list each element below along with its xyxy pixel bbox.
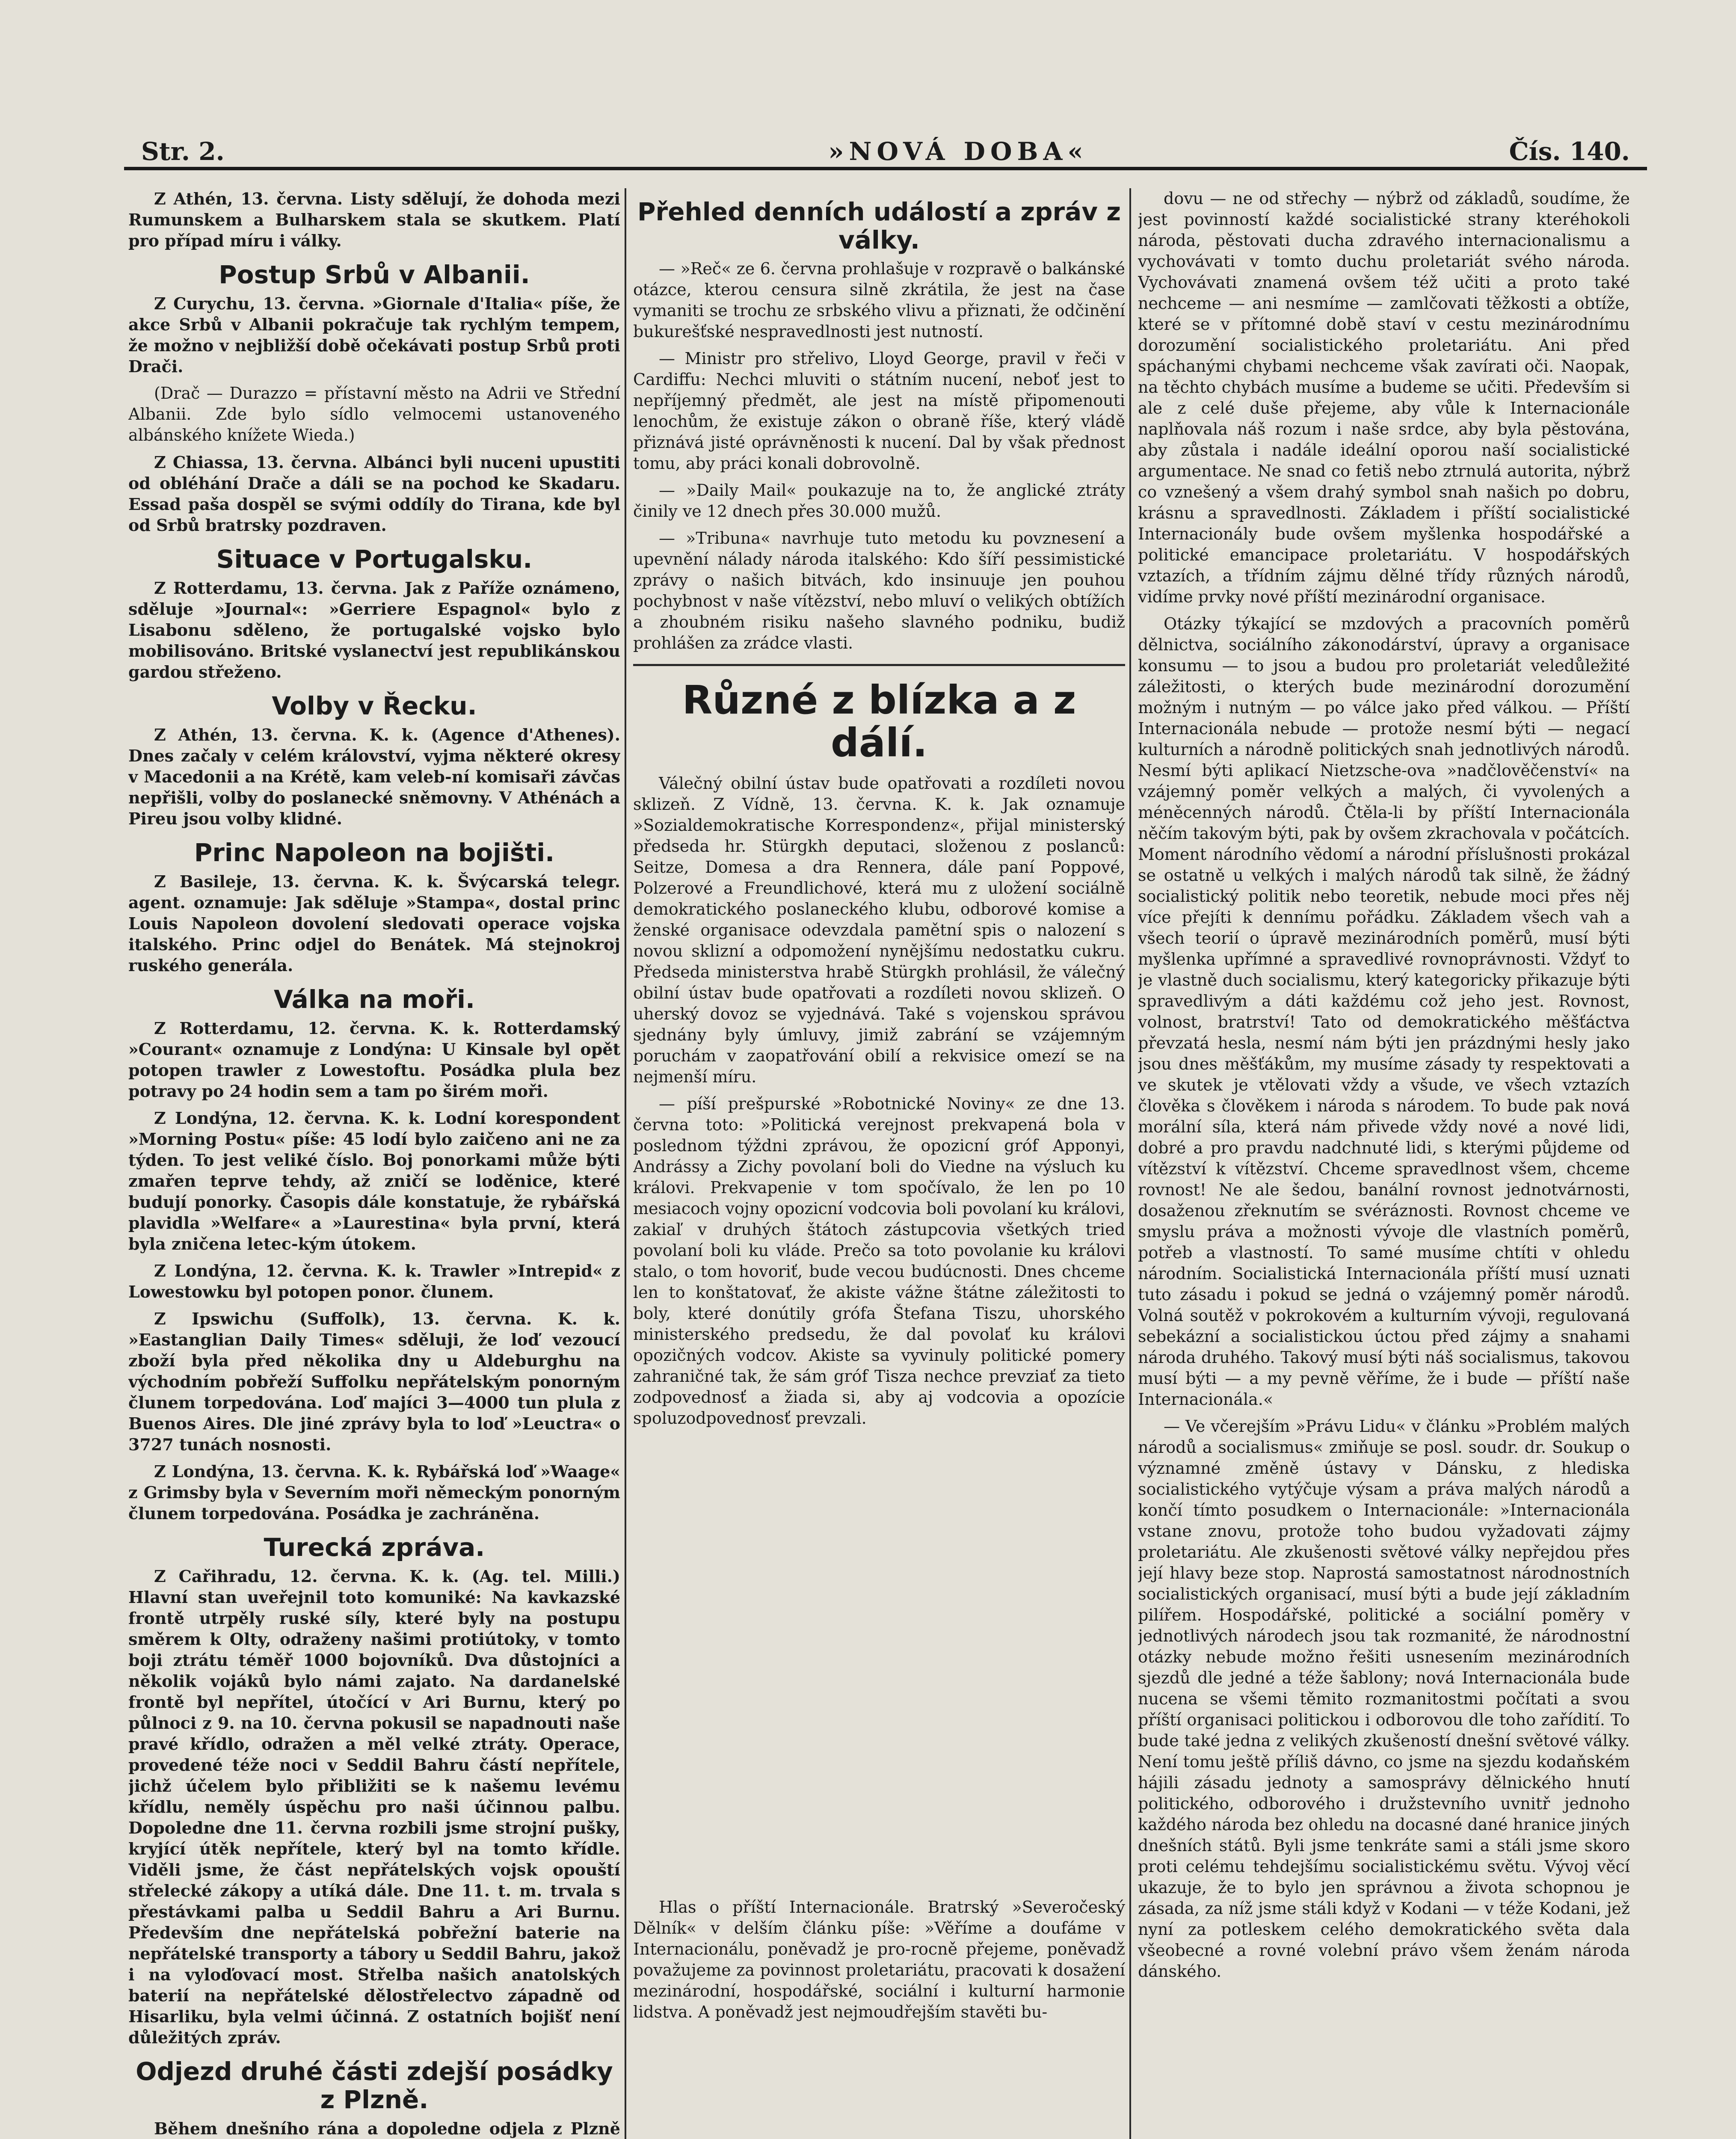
issue-number: Čís. 140. xyxy=(1509,137,1630,166)
news-item: Z Rotterdamu, 13. června. Jak z Paříže oznámeno, sděluje »Journal«: »Gerriere Espagnol« bylo z Lisabonu sděleno, že portugalské vojsko bylo mobilisováno. Britské vyslanectví jest republikánskou gardou střeženo. xyxy=(128,578,620,681)
news-item: Válečný obilní ústav bude opatřovati a rozdíleti novou sklizeň. Z Vídně, 13. června. K. k. Jak oznamuje »Sozialdemokratische Korrespondenz«, přijal ministerský předseda hr. Stürgkh deputaci, složenou z poslanců: Seitze, Domesa a dra Rennera, dále paní Poppové, Polzerové a Freundlichové, která mu z uložení sociálně demokratického poslaneckého klubu, odborové komise a ženské organisace odevzdala pamětní spis o nalození s novou sklizní a odpomožení nynějšímu nedostatku cukru. Předseda ministerstva hrabě Stürgkh prohlásil, že válečný obilní ústav bude opatřovati a rozdíleti novou sklizeň. O uherský dovoz se vyjednává. Také s vojenskou správou sjednány byly úmluvy, jimiž zabrání se vzájemným poruchám v zaopatřování obilí a rekvisice omezí se na nejmenší míru. xyxy=(633,774,1125,1086)
news-item: — Ministr pro střelivo, Lloyd George, pravil v řeči v Cardiffu: Nechci mluviti o státním nucení, neboť jest to nepříjemný předmět, ale jest na místě připomenouti lenochům, že existuje zákon o obraně říše, který vládě přiznává jisté oprávněnosti k nucení. Dal by však přednost tomu, aby práci konali dobrovolně. xyxy=(633,349,1125,473)
news-item: Z Rotterdamu, 12. června. K. k. Rotterdamský »Courant« oznamuje z Londýna: U Kinsale byl opět potopen trawler z Lowestoftu. Posádka plula bez potravy po 24 hodin sem a tam po širém moři. xyxy=(128,1019,620,1101)
section-heading: Volby v Řecku. xyxy=(272,691,477,720)
page-number: Str. 2. xyxy=(141,137,225,166)
column-rule xyxy=(625,188,626,2139)
news-item: Z Curychu, 13. června. »Giornale d'Italia« píše, že akce Srbů v Albanii pokračuje tak rychlým tempem, že možno v nejbližší době očekávati postup Srbů proti Drači. xyxy=(128,294,620,376)
section-heading: Situace v Portugalsku. xyxy=(216,545,533,574)
news-item: Z Basileje, 13. června. K. k. Švýcarská telegr. agent. oznamuje: Jak sděluje »Stampa«, dostal princ Louis Napoleon dovolení sledovati operace vojska italského. Princ odjel do Benátek. Má stejnokroj ruského generála. xyxy=(128,872,620,975)
news-item: Hlas o příští Internacionále. Bratrský »Severočeský Dělník« v delším článku píše: »Věříme a doufáme v Internacionálu, poněvadž je pro-rocně přejeme, poněvadž považujeme za povinnost proletariátu, pracovati k dosažení mezinárodní, hospodářské, sociální i kulturní harmonie lidstva. A poněvadž jest nejmoudřejším stavěti bu- xyxy=(633,1898,1125,2021)
section-heading: Postup Srbů v Albanii. xyxy=(219,260,530,289)
column-2 xyxy=(633,188,1125,2139)
column-1 xyxy=(128,188,620,2139)
article-paragraph: Otázky týkající se mzdových a pracovních poměrů dělnictva, sociálního zákonodárství, úpravy a organisace konsumu — to jsou a budou pro proletariát veledůležité záležitosti, o kterých bude mezinárodní dorozumění možným i nutným — po válce jako před válkou. — Příští Internacionála nebude — protože nesmí býti — negací kulturních a národně politických snah jednotlivých národů. Nesmí býti aplikací Nietzsche-ova »nadčlověčenství« na vzájemný poměr velkých a malých, či vyvolených a méněcenných národů. Čtěla-li by příští Internacionála něčím takovým býti, pak by ovšem zkrachovala v počátcích. Moment národního vědomí a národní příslušnosti prokázal se ostatně u velkých i malých národů tak silně, že žádný socialistický politik nebo teoretik, nebude moci přes něj více přejíti k dennímu pořádku. Základem všech vah a všech teorií o úpravě mezinárodních poměrů, musí býti myšlenka upřímné a spravedlivé rovnoprávnosti. Vždyť to je vlastně duch socialismu, který kategoricky přikazuje býti spravedlivým a dáti každému což jeho jest. Rovnost, volnost, bratrství! Tato od demokratického měšťáctva převzatá hesla, nesmí nám býti jen prázdnými hesly jako jsou dnes měšťákům, my musíme zásady ty respektovati a ve skutek je vtělovati vždy a všude, ve všech vztazích člověka s člověkem i národa s národem. To bude pak nová morální síla, která nám přivede vždy nové a nové lidi, dobré a pro pravdu nadchnuté lidi, s kterými půjdeme od vítězství k vítězství. Chceme spravedlnost všem, chceme rovnost! Ne ale šedou, banální rovnost jednotvárnosti, dosaženou zřeknutím se svéráznosti. Rovnost chceme ve smyslu práva a možnosti vývoje dle vlastních poměrů, potřeb a vlastností. To samé musíme chtíti v ohledu národním. Socialistická Internacionála příští musí uznati tuto zásadu i pokud se jedná o vzájemný poměr národů. Volná soutěž v pokrokovém a kulturním vývoji, regulovaná sebekázní a socialistickou úctou před zájmy a snahami národa druhého. Takový musí býti náš socialismus, takovou musí býti — a my pevně věříme, že i bude — příští naše Internacionála.« xyxy=(1138,614,1630,1409)
article-paragraph: — Ve včerejším »Právu Lidu« v článku »Problém malých národů a socialismus« zmiňuje se posl. soudr. dr. Soukup o významné změně ústavy v Dánsku, z hlediska socialistického vytýčuje výsam a práva malých národů a končí tímto posudkem o Internacionále: »Internacionála vstane znovu, protože toho budou vyžadovati zájmy proletariátu. Ale zkušenosti světové války nepřejdou přes její hlavy beze stop. Naprostá samostatnost národnostních socialistických organisací, musí býti a bude její základním pilířem. Hospodářské, politické a sociální poměry v jednotlivých národech jsou tak rozmanité, že národnostní otázky nebude možno řešiti usnesením mezinárodních sjezdů dle jedné a téže šablony; nová Internacionála bude nucena se všemi těmito rozmanitostmi počítati a svou příští organisaci politickou i odborovou dle toho zařídití. To bude také jedna z velikých zkušeností dnešní světové války. Není tomu ještě příliš dávno, co jsme na sjezdu kodaňském hájili zásadu jednoty a samosprávy dělnického hnutí politického, odborového i družstevního uvnitř jednoho každého národa bez ohledu na docasné dané hranice jiných dnešních států. Byli jsme tenkráte sami a stáli jsme skoro proti celému tehdejšímu socialistickému světu. Vývoj věcí ukazuje, že to bylo jen správnou a života schopnou je zásada, za níž jsme stáli když v Kodani — v téže Kodani, jež nyní za potleskem celého demokratického světa dala všeobecné a rovné volební právo všem ženám národa dánského. xyxy=(1138,1417,1630,1981)
column-rule xyxy=(1129,188,1131,2139)
news-item: Během dnešního rána a dopoledne odjela z Plzně xyxy=(154,2119,620,2138)
news-item: — píší prešpurské »Robotnické Noviny« ze dne 13. června toto: »Politická verejnost prekvapená bola v poslednom týždni zprávou, že opozicní gróf Apponyi, Andrássy a Zichy povolaní boli do Viedne na výsluch ku královi. Prekvapenie v tom spočívalo, že len po 10 mesiacoch vojny opozicní vodcovia boli povolaní ku královi, zakiaľ v druhých štátoch zástupcovia všetkých tried povolaní boli ku vláde. Prečo sa toto povolanie ku královi stalo, o tom hovoriť, bude vecou budúcnosti. Dnes chceme len to konštatovať, že akiste vážne štátne záležitosti to boly, které donútily grófa Štefana Tiszu, uhorského ministerského predsedu, že dal povolať ku královi opozičných vodcov. Akiste sa vyvinuly politické pomery zahraničné tak, že sám gróf Tisza nechce prevziať za tieto zodpovednosť a žiada si, aby aj vodcovia a opozície spoluzodpovednosť prevzali. xyxy=(633,1094,1125,1428)
news-item: — »Reč« ze 6. června prohlašuje v rozpravě o balkánské otázce, kterou censura silně zkrátila, že jest na čase vymaniti se trochu ze srbského vlivu a přiznati, že odčinění bukurešťské nespravedlnosti jest nutností. xyxy=(633,259,1125,341)
news-item: (Drač — Durazzo = přístavní město na Adrii ve Střední Albanii. Zde bylo sídlo velmocemi ustanoveného albánského knížete Wieda.) xyxy=(128,384,620,444)
news-item: Z Cařihradu, 12. června. K. k. (Ag. tel. Milli.) Hlavní stan uveřejnil toto komuniké: Na kavkazské frontě utrpěly ruské síly, které byly na postupu směrem k Olty, odraženy našimi protiútoky, v tomto boji ztrátu téměř 1000 bojovníků. Dva důstojníci a několik vojáků bylo námi zajato. Na dardanelské frontě byl nepřítel, útočící v Ari Burnu, který po půlnoci z 9. na 10. června pokusil se napadnouti naše pravé křídlo, odražen a měl velké ztráty. Operace, provedené téže noci v Seddil Bahru částí nepřítele, jichž účelem bylo přibližiti se k našemu levému křídlu, neměly úspěchu pro naši účinnou palbu. Dopoledne dne 11. června rozbili jsme strojní pušky, kryjící útěk nepřítele, který byl na tomto křídle. Viděli jsme, že část nepřátelských vojsk opouští střelecké zákopy a utíká dále. Dne 11. t. m. trvala s přestávkami palba u Seddil Bahru a Ari Burnu. Především dne nepřátelská pobřežní baterie na nepřátelské transporty a tábory u Seddil Bahru, jakož i na vyloďovací most. Střelba našich anatolských baterií na nepřátelské dělostřelectvo západně od Hisarliku, byla velmi účinná. Z ostatních bojišť není důležitých zpráv. xyxy=(128,1567,620,2047)
news-item: Z Chiassa, 13. června. Albánci byli nuceni upustiti od obléhání Drače a dáli se na pochod ke Skadaru. Essad paša dospěl se svými oddíly do Tirana, kde byl od Srbů bratrsky pozdraven. xyxy=(128,453,620,535)
news-item: Z Londýna, 12. června. K. k. Lodní korespondent »Morning Postu« píše: 45 lodí bylo zaičeno ani ne za týden. To jest veliké číslo. Boj ponorkami může býti zmařen teprve tehdy, až zničí se loděnice, které budují ponorky. Časopis dále konstatuje, že rybářská plavidla »Welfare« a »Laurestina« byla první, která byla zničena letec-kým útokem. xyxy=(128,1108,620,1253)
news-item: Z Londýna, 12. června. K. k. Trawler »Intrepid« z Lowestowku byl potopen ponor. člunem. xyxy=(128,1261,620,1301)
section-heading: Odjezd druhé části zdejší posádky z Plzně. xyxy=(136,2057,613,2114)
section-heading: Přehled denních událostí a zpráv z války. xyxy=(637,197,1121,255)
section-heading: Turecká zpráva. xyxy=(264,1533,485,1562)
section-heading: Válka na moři. xyxy=(273,985,475,1014)
news-item: Z Londýna, 13. června. K. k. Rybářská loď »Waage« z Grimsby byla v Severním moři německým ponorným člunem torpedována. Posádka je zachráněna. xyxy=(128,1462,620,1523)
news-item: — »Daily Mail« poukazuje na to, že anglické ztráty činily ve 12 dnech přes 30.000 mužů. xyxy=(633,481,1125,521)
blank-space xyxy=(633,1435,1125,1897)
section-heading: Princ Napoleon na bojišti. xyxy=(194,838,555,867)
news-item: Z Athén, 13. června. K. k. (Agence d'Athenes). Dnes začaly v celém království, vyjma některé okresy v Macedonii a na Krétě, kam veleb-ní komisaři závčas nepřišli, volby do poslanecké sněmovny. V Athénách a Pireu jsou volby klidné. xyxy=(128,725,620,828)
page-header xyxy=(124,128,1647,170)
masthead-title: »NOVÁ DOBA« xyxy=(828,137,1088,166)
news-item: Z Athén, 13. června. Listy sdělují, že dohoda mezi Rumunskem a Bulharskem stala se skutkem. Platí pro případ míru i války. xyxy=(128,189,620,250)
news-item: — »Tribuna« navrhuje tuto metodu ku povznesení a upevnění nálady národa italského: Kdo šíří pessimistické zprávy o našich bitvách, kdo insinuuje jen pouhou pochybnost v naše vítězství, nebo mluví o velikých obtížích a zhoubném risiku našeho slavného podniku, budiž prohlášen za zrádce vlasti. xyxy=(633,529,1125,652)
section-heading: Různé z blízka a z dálí. xyxy=(682,677,1076,766)
news-item: Z Ipswichu (Suffolk), 13. června. K. k. »Eastanglian Daily Times« sděluji, že loď vezoucí zboží byla před několika dny u Aldeburghu na východním pobřeží Suffolku nepřátelským ponorným člunem torpedována. Loď majíci 3—4000 tun plula z Buenos Aires. Dle jiné zprávy byla to loď »Leuctra« o 3727 tunách nosnosti. xyxy=(128,1309,620,1454)
section-divider xyxy=(633,664,1125,666)
article-paragraph: dovu — ne od střechy — nýbrž od základů, soudíme, že jest povinností každé socialistické strany kteréhokoli národa, pěstovati ducha zdravého internacionalismu a vychovávati v tomto duchu proletariát svého národa. Vychovávati znamená ovšem též učiti a proto také nechceme — ani nesmíme — zamlčovati těžkosti a obtíže, které se v přítomné době staví v cestu mezinárodnímu dorozumění socialistického proletariátu. Ani před spáchanými chybami nechceme však zavírati oči. Naopak, na těchto chybách musíme a budeme se učiti. Především si ale z celé duše přejeme, aby vůle k Internacionále naplňovala náš rozum i naše srdce, aby byla pěstována, aby zůstala i nadále ideální oporou naší socialistické argumentace. Ne snad co fetiš nebo ztrnulá autorita, nýbrž co vznešený a všem drahý symbol snah našich po dobru, krásnu a spravedlnosti. Základem i příští socialistické Internacionály bude ovšem myšlenka hospodářské a politické emancipace proletariátu. V hospodářských vztazích, a třídním zájmu dělné třídy různých národů, vidíme prvky nové příští mezinárodní organisace. xyxy=(1138,189,1630,606)
column-3 xyxy=(1138,188,1630,2139)
